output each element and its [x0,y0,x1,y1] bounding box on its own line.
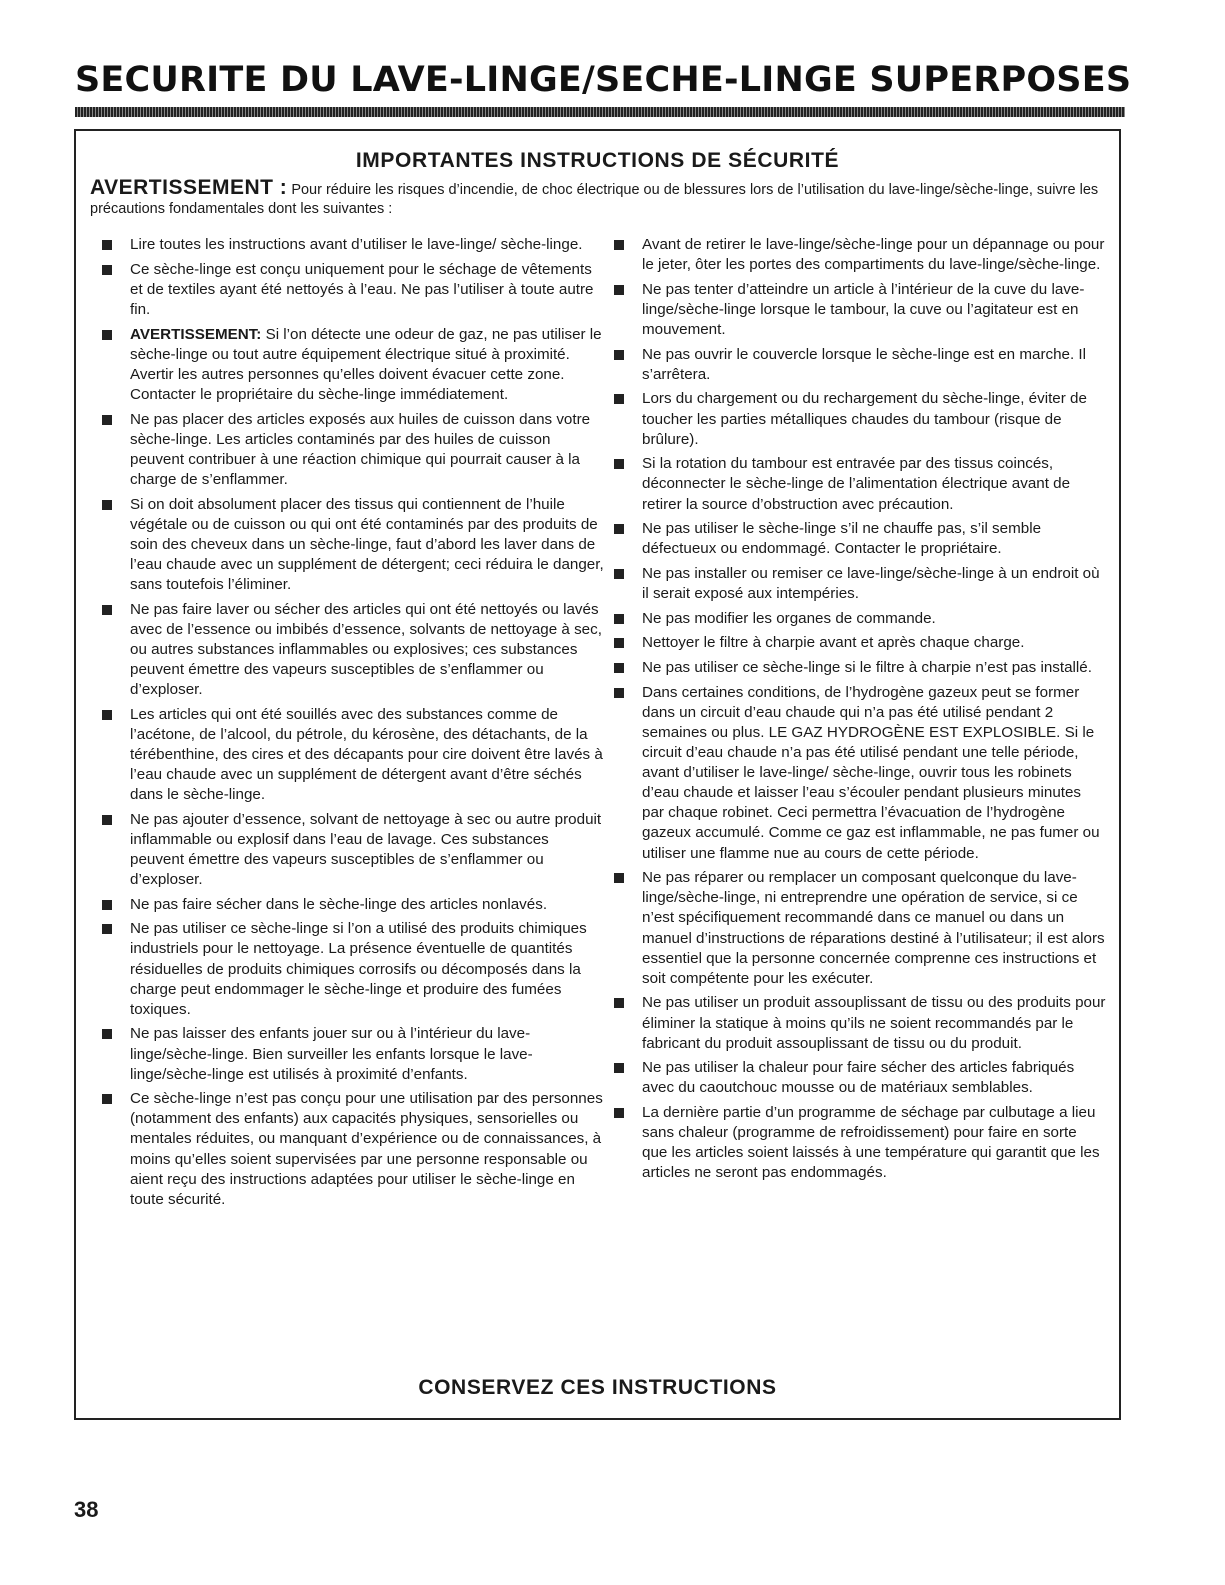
safety-item-text: Les articles qui ont été souillés avec des substances comme de l’acétone, de l’alcool, du pétrole, du kérosène, des détachants, de la térébenthine, des cires et des décapants pour cire doivent être lavés à l’eau chaude avec un supplément de détergent avant d’être séchés dans le sèche-linge. [130,705,603,803]
page-number: 38 [74,1497,99,1522]
safety-item-text: Ne pas laisser des enfants jouer sur ou à l’intérieur du lave-linge/sèche-linge. Bien surveiller les enfants lorsque le lave-linge/sèche-linge est utilisés à proximité d’enfants. [130,1025,533,1083]
safety-item-text: Si la rotation du tambour est entravée par des tissus coincés, déconnecter le sèche-linge de l’alimentation électrique avant de retirer la source d’obstruction avec précaution. [642,455,1071,513]
safety-item [102,410,604,490]
square-bullet-icon [614,638,624,648]
safety-item [102,705,604,805]
safety-item [102,260,604,320]
safety-item-text: Ce sèche-linge est conçu uniquement pour le séchage de vêtements et de textiles ayant été nettoyés à l’eau. Ne pas l’utiliser à toute autre fin. [130,260,594,318]
square-bullet-icon [614,569,624,579]
safety-item-text: Ne pas utiliser la chaleur pour faire sécher des articles fabriqués avec du caoutchouc mousse ou de matériaux semblables. [642,1059,1075,1097]
safety-item-text: Ne pas faire laver ou sécher des articles qui ont été nettoyés ou lavés avec de l’essence ou imbibés d’essence, solvants de nettoyage à sec, ou autres substances inflammables ou explosives; ces substances peuvent émettre des vapeurs susceptibles de s’enflammer ou d’exploser. [130,600,602,698]
safety-item [614,633,1106,653]
square-bullet-icon [102,710,112,720]
safety-item-text: Ne pas ouvrir le couvercle lorsque le sèche-linge est en marche. Il s’arrêtera. [642,345,1087,383]
safety-item-text: Ne pas ajouter d’essence, solvant de nettoyage à sec ou autre produit inflammable ou explosif dans l’eau de lavage. Ces substances peuvent émettre des vapeurs susceptibles de s’enflammer ou d’exploser. [130,810,602,888]
safety-item [614,1058,1106,1098]
square-bullet-icon [614,688,624,698]
square-bullet-icon [102,330,112,340]
safety-item-text: Nettoyer le filtre à charpie avant et après chaque charge. [642,634,1025,652]
safety-item-text: Ne pas modifier les organes de commande. [642,609,936,627]
safety-item-text: Ne pas tenter d’atteindre un article à l’intérieur de la cuve du lave-linge/sèche-linge lorsque le tambour, la cuve ou l’agitateur est en mouvement. [642,280,1085,338]
safety-item-text: Ce sèche-linge n’est pas conçu pour une utilisation par des personnes (notamment des enfants) aux capacités physiques, sensorielles ou mentales réduites, ou manquant d’expérience ou de connaissances, à moins qu’elles soient supervisées par une personne responsable ou aient reçu des instructions adaptées pour utiliser le sèche-linge en toute sécurité. [130,1090,603,1208]
safety-item [102,600,604,700]
square-bullet-icon [102,900,112,910]
page-title: SECURITE DU LAVE-LINGE/SECHE-LINGE SUPERPOSES [75,60,1132,100]
safety-item-text: Ne pas faire sécher dans le sèche-linge des articles nonlavés. [130,895,548,913]
safety-item-text: Ne pas utiliser ce sèche-linge si l’on a utilisé des produits chimiques industriels pour le nettoyage. La présence éventuelle de quantités résiduelles de produits chimiques corrosifs ou décomposés dans la charge peut endommager le sèche-linge et produire des fumées toxiques. [130,920,587,1018]
safety-item [102,1089,604,1210]
square-bullet-icon [102,265,112,275]
safety-item-text: Lire toutes les instructions avant d’utiliser le lave-linge/ sèche-linge. [130,236,583,253]
square-bullet-icon [614,285,624,295]
square-bullet-icon [614,394,624,404]
square-bullet-icon [614,240,624,250]
safety-item-text: Ne pas utiliser ce sèche-linge si le filtre à charpie n’est pas installé. [642,659,1092,677]
safety-item [102,895,604,915]
safety-item-text: Si l’on détecte une odeur de gaz, ne pas utiliser le sèche-linge ou tout autre équipement électrique situé à proximité. Avertir les autres personnes qu’elles doivent évacuer cette zone. Contacter le propriétaire du sèche-linge immédiatement. [130,325,602,403]
warning-word: AVERTISSEMENT : [90,176,288,199]
safety-item-text: Dans certaines conditions, de l’hydrogène gazeux peut se former dans un circuit d’eau chaude qui n’a pas été utilisé pendant 2 semaines ou plus. LE GAZ HYDROGÈNE EST EXPLOSIBLE. Si le circuit d’eau chaude n’a pas été utilisé pendant une telle période, avant d’utiliser le lave-linge/ sèche-linge, ouvrir tous les robinets d’eau chaude et laisser l’eau s’écouler pendant plusieurs minutes par chaque robinet. Ceci permettra l’évacuation de l’hydrogène gazeux accumulé. Comme ce gaz est inflammable, ne pas fumer ou utiliser une flamme nue au cours de cette période. [642,683,1100,862]
square-bullet-icon [102,924,112,934]
safety-item [102,1024,604,1084]
left-column-list [102,235,604,1214]
safety-item [614,993,1106,1053]
safety-item [102,810,604,890]
safety-item [614,868,1106,989]
safety-item [614,345,1106,385]
safety-item-text: Ne pas utiliser un produit assouplissant de tissu ou des produits pour éliminer la statique à moins qu’ils ne soient recommandés par le fabricant du produit assouplissant de tissu ou du produit. [642,994,1106,1052]
safety-item [102,495,604,595]
square-bullet-icon [102,1029,112,1039]
save-instructions-heading: CONSERVEZ CES INSTRUCTIONS [418,1376,777,1399]
safety-item [614,235,1106,275]
square-bullet-icon [102,1094,112,1104]
safety-item-text: Avant de retirer le lave-linge/sèche-linge pour un dépannage ou pour le jeter, ôter les portes des compartiments du lave-linge/sèche-linge. [642,236,1105,274]
square-bullet-icon [614,1108,624,1118]
safety-item-text: La dernière partie d’un programme de séchage par culbutage a lieu sans chaleur (programme de refroidissement) pour faire en sorte que les articles soient laissés à une température qui garantit que les articles ne seront pas endommagés. [642,1104,1100,1182]
safety-item [614,564,1106,604]
safety-item [614,454,1106,514]
title-rule [75,107,1125,117]
safety-item [614,389,1106,449]
square-bullet-icon [102,240,112,250]
square-bullet-icon [102,500,112,510]
square-bullet-icon [614,459,624,469]
square-bullet-icon [614,873,624,883]
safety-item [102,919,604,1019]
square-bullet-icon [102,815,112,825]
warning-intro [90,178,1100,219]
safety-item [614,1103,1106,1183]
safety-item-text: Ne pas installer ou remiser ce lave-linge/sèche-linge à un endroit où il serait exposé aux intempéries. [642,564,1100,603]
safety-item-lead: AVERTISSEMENT: [130,325,262,343]
square-bullet-icon [614,1063,624,1073]
warning-text: Pour réduire les risques d’incendie, de choc électrique ou de blessures lors de l’utilisation du lave-linge/sèche-linge, suivre les précautions fondamentales dont les suivantes : [90,182,1099,217]
right-column-list [614,235,1106,1188]
safety-item [614,683,1106,864]
square-bullet-icon [614,663,624,673]
safety-item-text: Lors du chargement ou du rechargement du sèche-linge, éviter de toucher les parties métalliques chaudes du tambour (risque de brûlure). [642,390,1087,448]
square-bullet-icon [614,998,624,1008]
safety-item [614,519,1106,559]
square-bullet-icon [102,605,112,615]
square-bullet-icon [102,415,112,425]
safety-item [102,325,604,405]
safety-item-text: Ne pas placer des articles exposés aux huiles de cuisson dans votre sèche-linge. Les articles contaminés par des huiles de cuisson peuvent contribuer à une réaction chimique qui pourrait causer à la charge de s’enflammer. [130,410,591,488]
square-bullet-icon [614,524,624,534]
square-bullet-icon [614,614,624,624]
safety-instructions-box [74,129,1121,1420]
safety-item [102,235,604,255]
safety-item [614,609,1106,629]
safety-item [614,658,1106,678]
square-bullet-icon [614,350,624,360]
safety-heading: IMPORTANTES INSTRUCTIONS DE SÉCURITÉ [355,149,840,172]
safety-item-text: Ne pas utiliser le sèche-linge s’il ne chauffe pas, s’il semble défectueux ou endommagé. Contacter le propriétaire. [642,520,1042,558]
safety-item-text: Si on doit absolument placer des tissus qui contiennent de l’huile végétale ou de cuisson ou qui ont été contaminés par des produits de soin des cheveux dans un sèche-linge, faut d’abord les laver dans de l’eau chaude avec un supplément de détergent; ceci réduira le danger, sans toutefois l’éliminer. [130,495,604,593]
safety-item [614,280,1106,340]
safety-item-text: Ne pas réparer ou remplacer un composant quelconque du lave-linge/sèche-linge, ni entreprendre une opération de service, si ce n’est spécifiquement recommandé dans ce manuel ou dans un manuel d’instructions de réparations destiné à l’utilisateur; il est alors essentiel que la personne concernée comprenne ces instructions et soit compétente pour les exécuter. [642,869,1105,987]
